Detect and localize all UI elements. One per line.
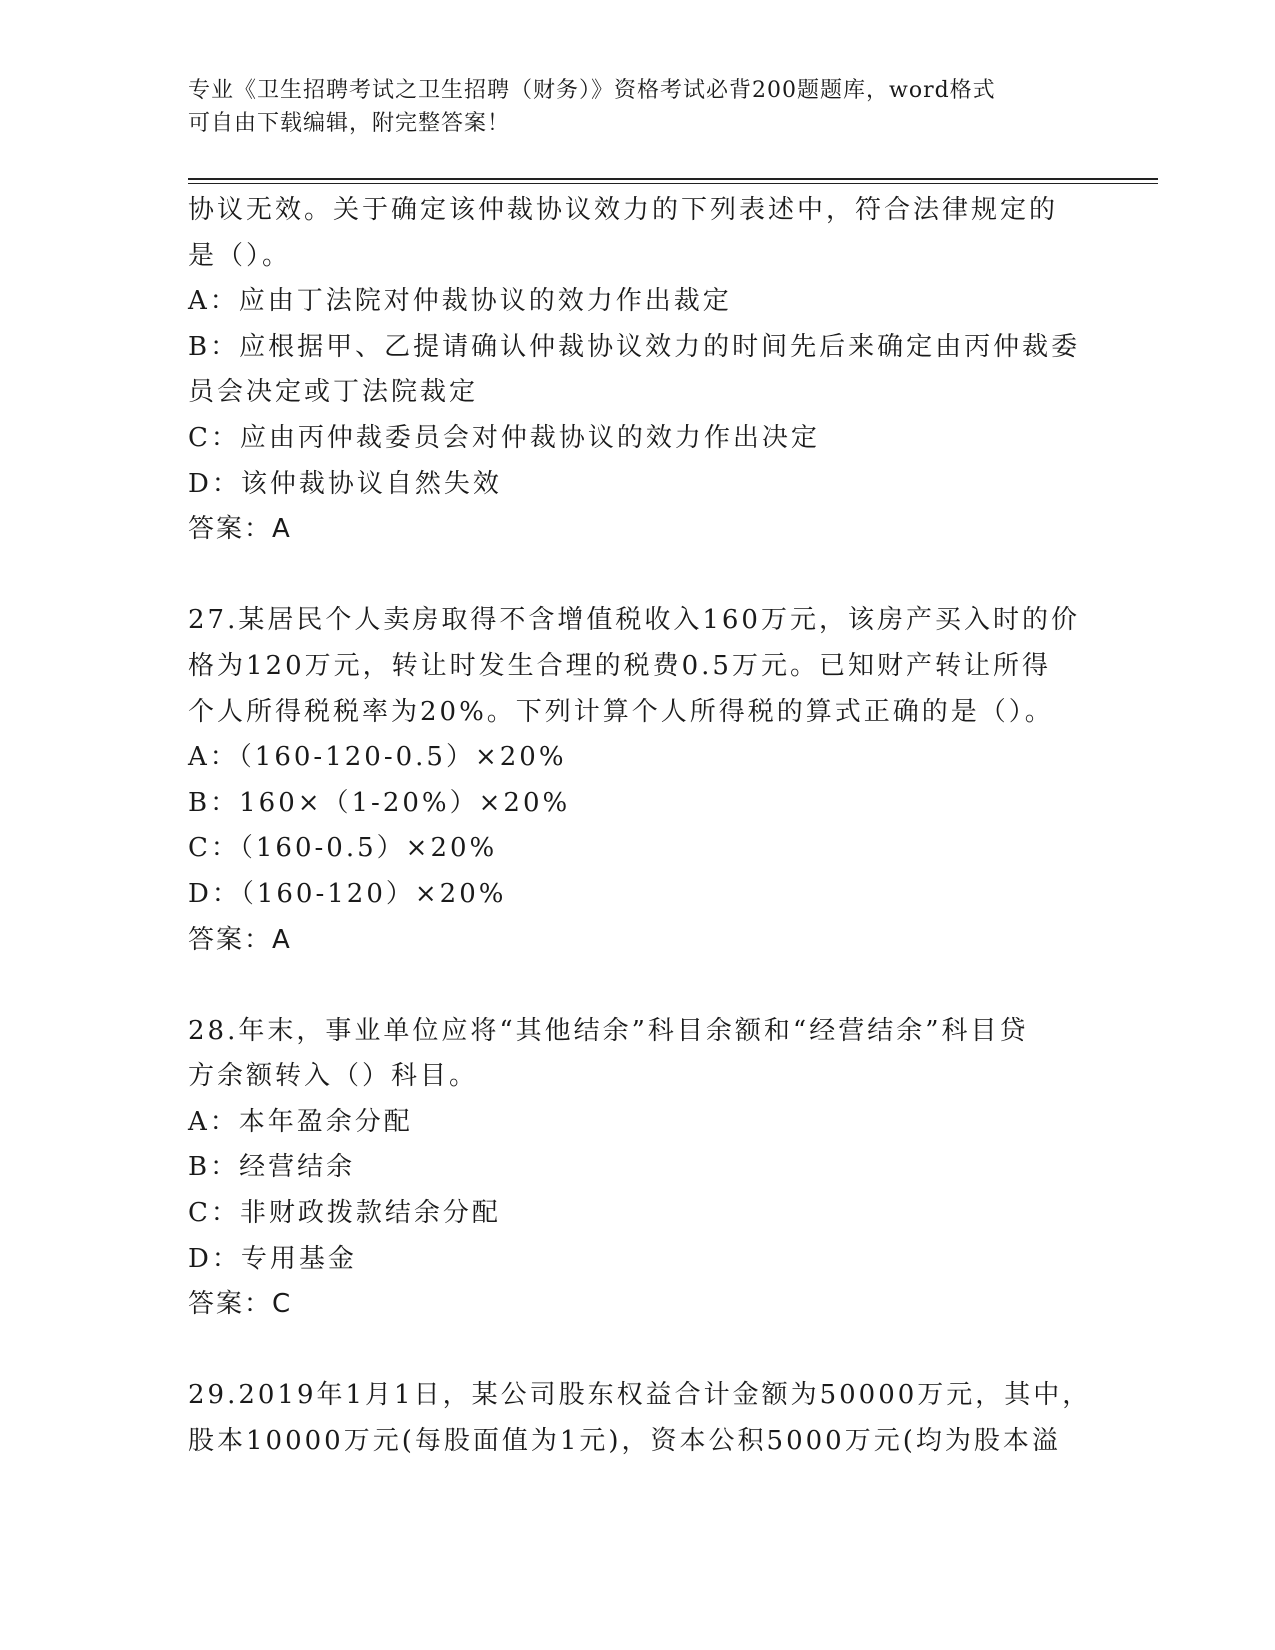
option-b-continued: 员会决定或丁法院裁定 (188, 377, 479, 408)
header-divider-thin (188, 183, 1158, 184)
spacer (188, 963, 1088, 1009)
question-text-line: 个人所得税税率为20%。下列计算个人所得税的算式正确的是（）。 (188, 696, 1054, 727)
answer-label: 答案：A (188, 514, 292, 545)
answer-label: 答案：A (188, 924, 292, 955)
option-b: B：160×（1-20%）×20% (188, 787, 571, 818)
question-text-line: 股本10000万元(每股面值为1元)，资本公积5000万元(均为股本溢 (188, 1426, 1061, 1457)
option-b: B：经营结余 (188, 1152, 356, 1183)
header-title-line-1: 专业《卫生招聘考试之卫生招聘（财务）》资格考试必背200题题库，word格式 (188, 78, 996, 103)
question-text-line: 方余额转入（）科目。 (188, 1061, 479, 1092)
option-c: C：非财政拨款结余分配 (188, 1198, 501, 1229)
option-c: C：应由丙仲裁委员会对仲裁协议的效力作出决定 (188, 422, 820, 453)
option-d: D：（160-120）×20% (188, 878, 507, 909)
question-text-line: 29.2019年1月1日，某公司股东权益合计金额为50000万元，其中， (188, 1380, 1092, 1411)
question-text-line: 27.某居民个人卖房取得不含增值税收入160万元，该房产买入时的价 (188, 605, 1080, 636)
option-a: A：应由丁法院对仲裁协议的效力作出裁定 (188, 286, 732, 317)
option-d: D：专用基金 (188, 1243, 357, 1274)
header-title-line-2: 可自由下载编辑，附完整答案！ (188, 111, 511, 136)
spacer (188, 1328, 1088, 1374)
option-a: A：（160-120-0.5）×20% (188, 742, 567, 773)
option-d: D：该仲裁协议自然失效 (188, 468, 502, 499)
question-28 (188, 1009, 1088, 1328)
header-divider (188, 178, 1158, 180)
question-29 (188, 1373, 1092, 1464)
question-text-line: 是（）。 (188, 240, 292, 271)
option-b: B：应根据甲、乙提请确认仲裁协议效力的时间先后来确定由丙仲裁委 (188, 331, 1081, 362)
answer-label: 答案：C (188, 1289, 293, 1320)
question-text-line: 格为120万元，转让时发生合理的税费0.5万元。已知财产转让所得 (188, 650, 1051, 681)
question-text-line: 28.年末，事业单位应将“其他结余”科目余额和“经营结余”科目贷 (188, 1015, 1029, 1046)
question-27 (188, 598, 1088, 963)
document-body (188, 188, 1092, 1465)
spacer (188, 553, 1088, 599)
document-header (188, 74, 1088, 140)
option-c: C：（160-0.5）×20% (188, 833, 498, 864)
question-26 (188, 188, 1088, 553)
option-a: A：本年盈余分配 (188, 1106, 413, 1137)
question-text-line: 协议无效。关于确定该仲裁协议效力的下列表述中，符合法律规定的 (188, 195, 1059, 225)
